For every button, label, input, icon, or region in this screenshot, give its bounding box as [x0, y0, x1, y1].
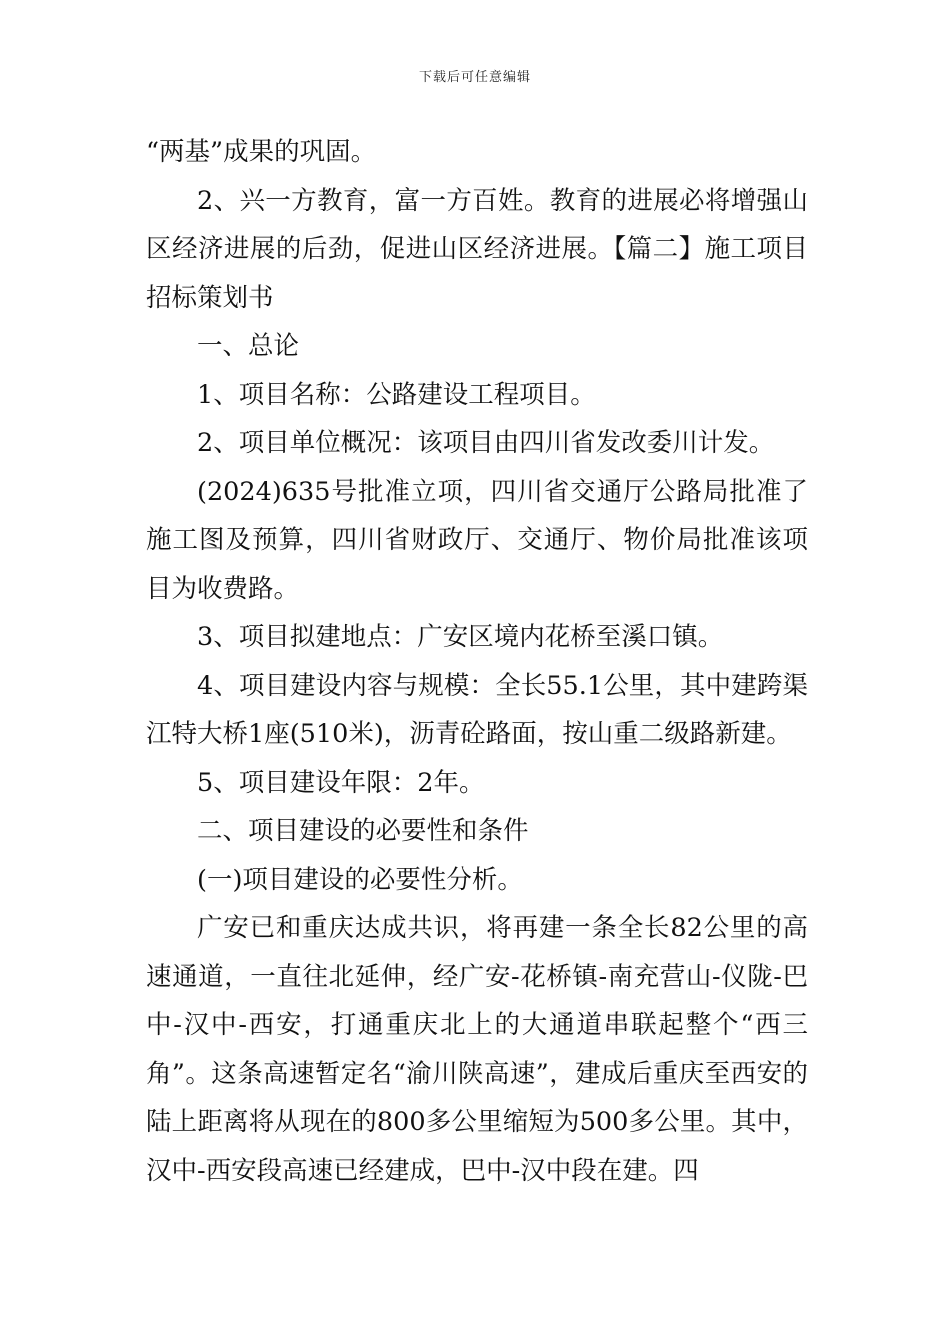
section-heading-necessity: 二、项目建设的必要性和条件 [197, 816, 529, 846]
paragraph-duration: 5、项目建设年限：2年。 [197, 767, 485, 798]
document-body [146, 128, 808, 1195]
page-header: 下载后可任意编辑 [418, 70, 531, 85]
paragraph-scope: 4、项目建设内容与规模：全长55.1公里，其中建跨渠江特大桥1座(510米)，沥青砼路面，按山重二级路新建。 [146, 670, 808, 749]
paragraph-project-unit: 2、项目单位概况：该项目由四川省发改委川计发。 [197, 428, 775, 458]
paragraph-1: “两基”成果的巩固。 [146, 137, 377, 167]
paragraph-project-name: 1、项目名称：公路建设工程项目。 [197, 379, 596, 410]
paragraph-2: 2、兴一方教育，富一方百姓。教育的进展必将增强山区经济进展的后劲，促进山区经济进展。【篇二】施工项目招标策划书 [146, 185, 808, 313]
paragraph-approval: (2024)635号批准立项，四川省交通厅公路局批准了施工图及预算，四川省财政厅、交通厅、物价局批准该项目为收费路。 [146, 476, 808, 604]
subsection-heading-analysis: (一)项目建设的必要性分析。 [197, 864, 523, 895]
paragraph-analysis: 广安已和重庆达成共识，将再建一条全长82公里的高速通道，一直往北延伸，经广安-花桥镇-南充营山-仪陇-巴中-汉中-西安，打通重庆北上的大通道串联起整个“西三角”。这条高速暂定名“渝川陕高速”，建成后重庆至西安的陆上距离将从现在的800多公里缩短为500多公里。其中，汉中-西安段高速已经建成，巴中-汉中段在建。四 [146, 913, 808, 1186]
paragraph-location: 3、项目拟建地点：广安区境内花桥至溪口镇。 [197, 622, 724, 652]
section-heading-general: 一、总论 [197, 331, 300, 361]
